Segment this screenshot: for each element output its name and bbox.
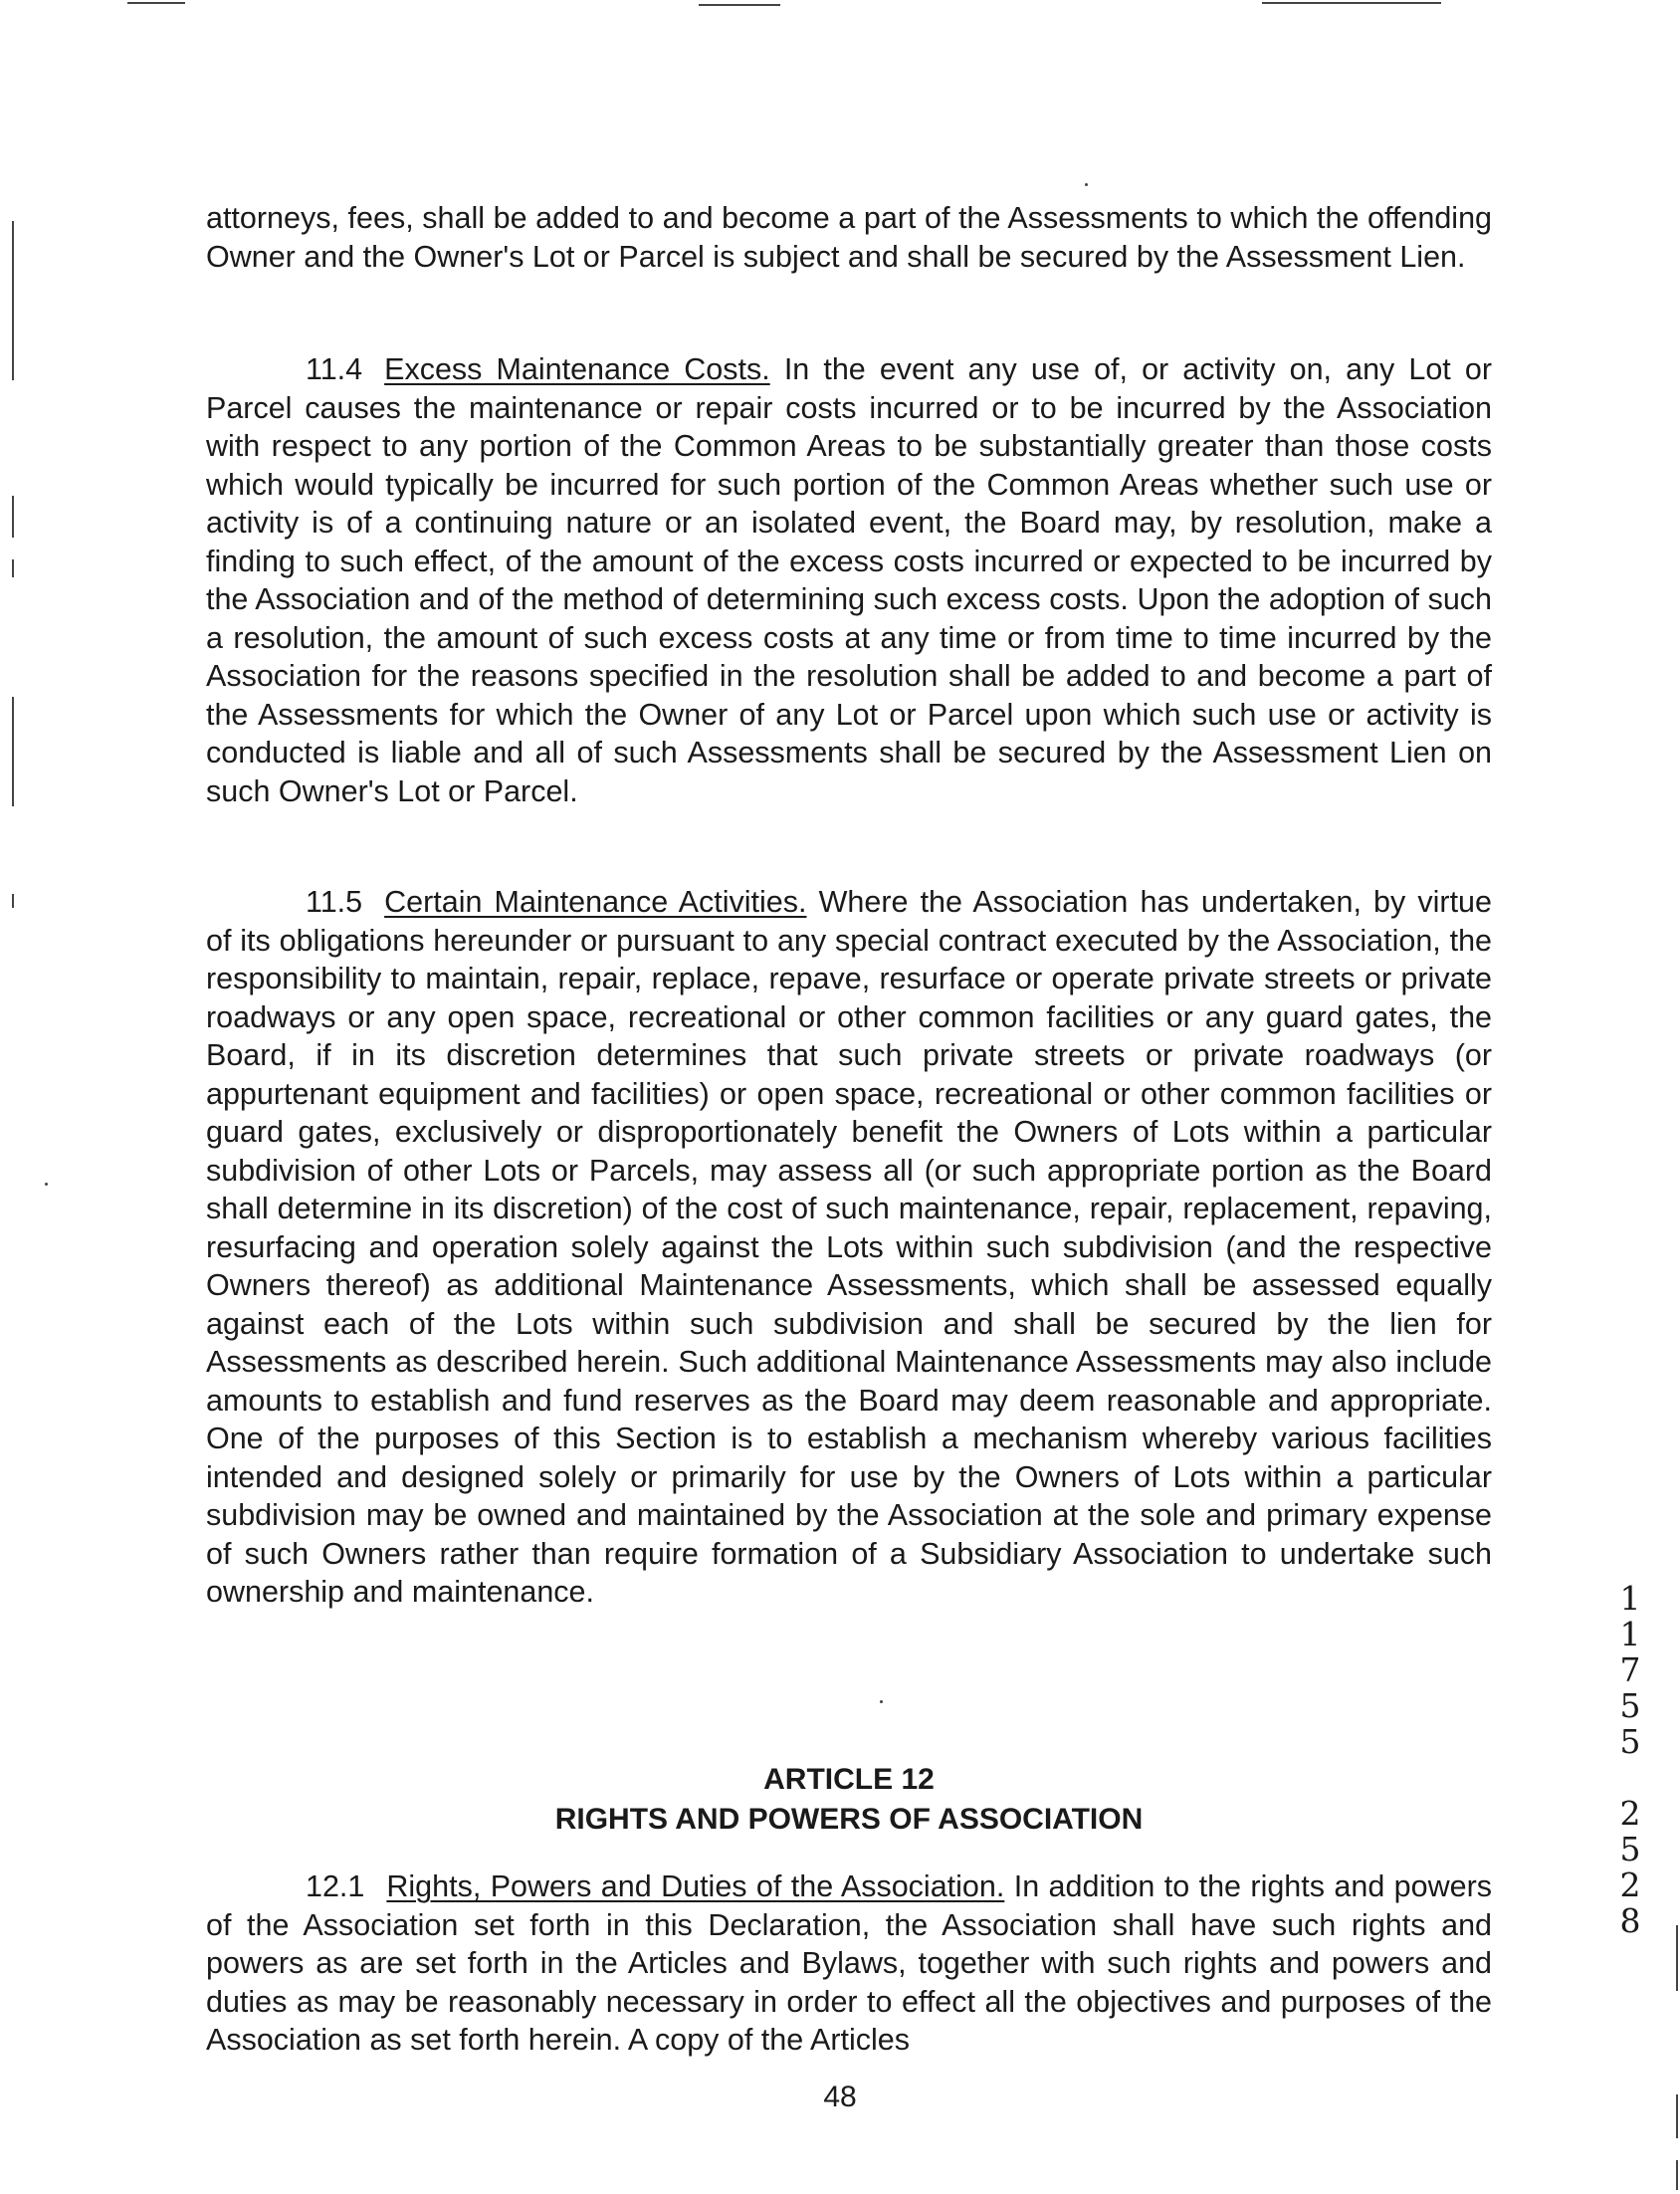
- section-heading: Excess Maintenance Costs.: [384, 352, 770, 386]
- section-number: 11.4: [306, 352, 363, 386]
- article-subtitle: RIGHTS AND POWERS OF ASSOCIATION: [554, 1803, 1144, 1836]
- scan-rule-left: [127, 2, 185, 4]
- article-heading: [206, 1760, 1492, 1840]
- section-11-4: [206, 350, 1492, 810]
- continuation-paragraph: attorneys, fees, shall be added to and become a part of the Assessments to which the offending Owner and the Owner's Lot or Parcel is subject and shall be secured by the Assessment Lien.: [206, 201, 1492, 274]
- scan-margin-mark: [1676, 2160, 1678, 2190]
- section-paragraph: [206, 883, 1492, 1612]
- scan-margin-mark: [12, 559, 14, 577]
- section-number: 11.5: [306, 885, 363, 919]
- article-title: ARTICLE 12: [763, 1763, 935, 1796]
- scan-margin-mark: [12, 894, 14, 908]
- section-12-1: [206, 1867, 1492, 2060]
- scan-rule-center: [699, 4, 780, 6]
- section-body: Where the Association has undertaken, by virtue of its obligations hereunder or pursuant to any special contract executed by the Association, the responsibility to maintain, repair, replace, repave, resurface or operate private streets or private roadways or any open space, recreational or other common facilities or any guard gates, the Board, if in its discretion determines that such private streets or private roadways (or appurtenant equipment and facilities) or open space, recreational or other common facilities or guard gates, exclusively or disproportionately benefit the Owners of Lots within a particular subdivision of other Lots or Parcels, may assess all (or such appropriate portion as the Board shall determine in its discretion) of the cost of such maintenance, repair, replacement, repaving, resurfacing and operation solely against the Lots within such subdivision (and the respective Owners thereof) as additional Maintenance Assessments, which shall be assessed equally against each of the Lots within such subdivision and shall be secured by the lien for Assessments as described herein. Such additional Maintenance Assessments may also include amounts to establish and fund reserves as the Board may deem reasonable and appropriate. One of the purposes of this Section is to establish a mechanism whereby various facilities intended and designed solely or primarily for use by the Owners of Lots within a particular subdivision may be owned and maintained by the Association at the sole and primary expense of such Owners rather than require formation of a Subsidiary Association to undertake such ownership and maintenance.: [206, 885, 1492, 1609]
- scan-margin-mark: [1676, 1925, 1678, 1991]
- scan-speck: [880, 1700, 883, 1703]
- section-heading: Certain Maintenance Activities.: [384, 885, 807, 919]
- scan-speck: [1085, 183, 1088, 186]
- section-heading: Rights, Powers and Duties of the Association.: [386, 1869, 1005, 1903]
- scan-margin-mark: [12, 221, 14, 380]
- scan-margin-mark: [12, 496, 14, 538]
- scan-rule-right: [1262, 2, 1441, 4]
- section-body: In the event any use of, or activity on, any Lot or Parcel causes the maintenance or repair costs incurred or to be incurred by the Association with respect to any portion of the Common Areas to be substantially greater than those costs which would typically be incurred for such portion of the Common Areas whether such use or activity is of a continuing nature or an isolated event, the Board may, by resolution, make a finding to such effect, of the amount of the excess costs incurred or expected to be incurred by the Association and of the method of determining such excess costs. Upon the adoption of such a resolution, the amount of such excess costs at any time or from time to time incurred by the Association for the reasons specified in the resolution shall be added to and become a part of the Assessments for which the Owner of any Lot or Parcel upon which such use or activity is conducted is liable and all of such Assessments shall be secured by the Assessment Lien on such Owner's Lot or Parcel.: [206, 352, 1492, 808]
- margin-recording-stamp: 1 1 7 5 5 2 5 2 8: [1619, 1579, 1641, 1940]
- section-number: 12.1: [306, 1869, 365, 1903]
- section-paragraph: [206, 1867, 1492, 2060]
- section-11-5: [206, 883, 1492, 1612]
- scan-margin-mark: [12, 697, 14, 806]
- section-paragraph: [206, 350, 1492, 810]
- body-text-top: [206, 199, 1492, 276]
- section-body: In addition to the rights and powers of the Association set forth in this Declaration, the Association shall have such rights and powers as are set forth in the Articles and Bylaws, together with such rights and powers and duties as may be reasonably necessary in order to effect all the objectives and purposes of the Association as set forth herein. A copy of the Articles: [206, 1869, 1492, 2057]
- scan-speck: [45, 1183, 48, 1186]
- page-number: 48: [823, 2081, 857, 2113]
